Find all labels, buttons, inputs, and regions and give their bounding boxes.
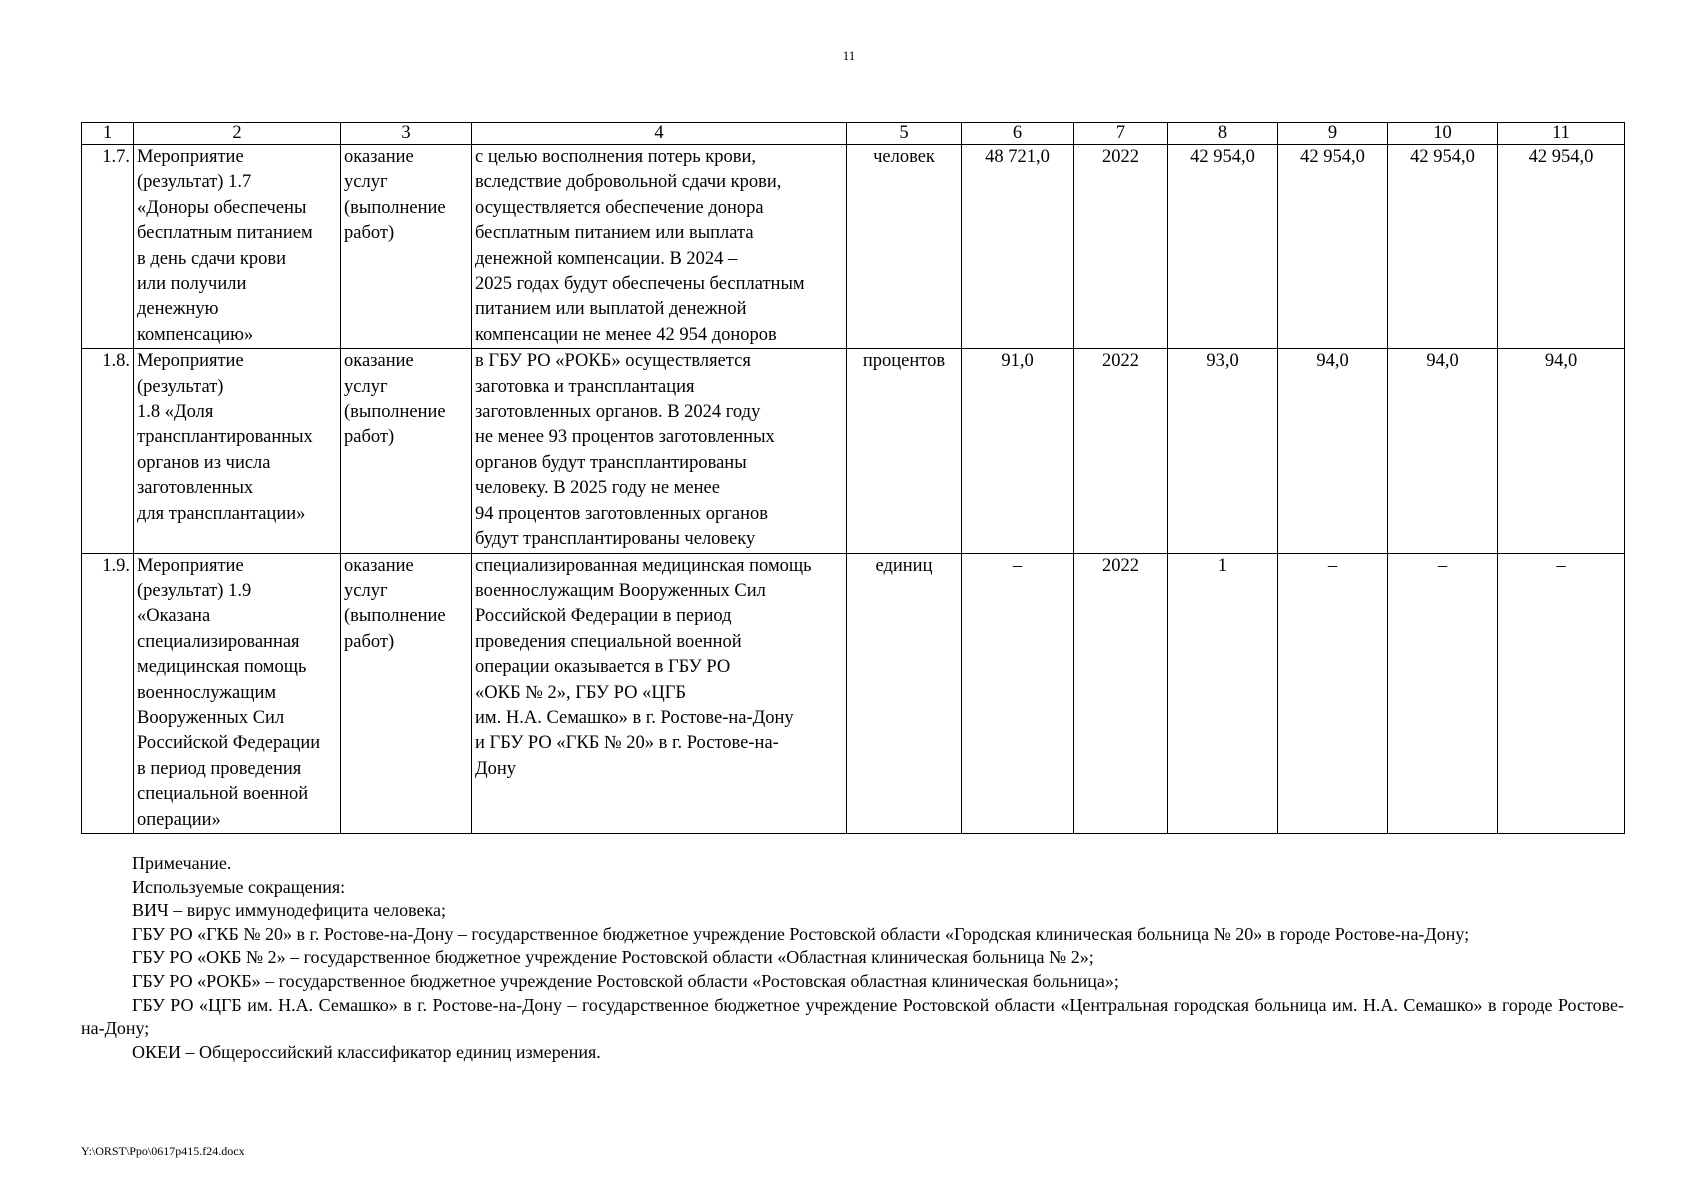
description-cell-line: осуществляется обеспечение донора [475, 197, 764, 218]
note-line: ОКЕИ – Общероссийский классификатор единиц измерения. [132, 1041, 601, 1062]
measure-name-cell-line: денежную [137, 299, 219, 320]
measure-name-cell-line: бесплатным питанием [137, 223, 313, 244]
unit-cell: человек [847, 145, 962, 349]
measure-name-cell-line: специальной военной [137, 784, 309, 805]
measure-type-cell-line: оказание [344, 147, 414, 167]
note-line: ВИЧ – вирус иммунодефицита человека; [132, 900, 446, 921]
value-2025-cell: – [1278, 553, 1388, 833]
description-cell-line: бесплатным питанием или выплата [475, 223, 754, 244]
description-cell-line: денежной компенсации. В 2024 – [475, 248, 738, 269]
note-line: ГБУ РО «ГКБ № 20» в г. Ростове-на-Дону – государственное бюджетное учреждение Ростовской области «Городская клиническая больница № 20» в городе Ростове-на-Дону; [132, 923, 1470, 944]
measure-name-cell-line: в период проведения [137, 758, 302, 779]
note-line: ГБУ РО «ОКБ № 2» – государственное бюджетное учреждение Ростовской области «Областная клиническая больница № 2»; [132, 947, 1094, 968]
measure-name-cell-line: заготовленных [137, 478, 254, 499]
description-cell-line: в ГБУ РО «РОКБ» осуществляется [475, 351, 751, 372]
measure-type-cell-line: услуг [344, 172, 388, 193]
file-path-footer: Y:\ORST\Ppo\0617p415.f24.docx [81, 1144, 245, 1158]
column-header: 6 [962, 123, 1074, 145]
notes-section [81, 852, 1624, 1064]
description-cell-line: и ГБУ РО «ГКБ № 20» в г. Ростове-на- [475, 733, 779, 754]
description-cell-line: питанием или выплатой денежной [475, 299, 747, 320]
column-header: 9 [1278, 123, 1388, 145]
description-cell-line: Российской Федерации в период [475, 606, 732, 627]
description-cell-line: специализированная медицинская помощь [475, 555, 812, 576]
measure-name-cell-line: Российской Федерации [137, 733, 321, 754]
row-number-cell: 1.7. [82, 145, 134, 349]
description-cell-line: Дону [475, 758, 517, 779]
base-year-cell: 2022 [1074, 349, 1168, 553]
measure-type-cell-line: работ) [344, 223, 395, 244]
description-cell-line: компенсации не менее 42 954 доноров [475, 324, 777, 345]
note-line: ГБУ РО «ЦГБ им. Н.А. Семашко» в г. Ростове-на-Дону – государственное бюджетное учреждение Ростовской области «Центральная городская больница им. Н.А. Семашко» в городе Ростове-на-Дону; [81, 994, 1624, 1039]
column-header: 8 [1168, 123, 1278, 145]
description-cell [472, 553, 847, 833]
base-year-cell: 2022 [1074, 553, 1168, 833]
table-row [82, 349, 1625, 553]
measure-name-cell-line: (результат) 1.9 [137, 580, 252, 601]
description-cell-line: не менее 93 процентов заготовленных [475, 427, 775, 448]
measure-name-cell-line: операции» [137, 809, 221, 830]
description-cell [472, 145, 847, 349]
measure-name-cell-line: для трансплантации» [137, 503, 306, 524]
table-body [82, 145, 1625, 834]
description-cell-line: «ОКБ № 2», ГБУ РО «ЦГБ [475, 682, 687, 703]
measure-type-cell-line: (выполнение [344, 606, 446, 627]
column-header: 7 [1074, 123, 1168, 145]
measure-name-cell-line: медицинская помощь [137, 657, 307, 678]
description-cell-line: заготовка и трансплантация [475, 376, 695, 397]
table-row [82, 553, 1625, 833]
value-2027-cell: 42 954,0 [1498, 145, 1625, 349]
value-2024-cell: 1 [1168, 553, 1278, 833]
description-cell-line: будут трансплантированы человеку [475, 529, 756, 550]
description-cell-line: 2025 годах будут обеспечены бесплатным [475, 274, 805, 295]
row-number-cell: 1.8. [82, 349, 134, 553]
row-number-cell: 1.9. [82, 553, 134, 833]
unit-cell: единиц [847, 553, 962, 833]
value-2026-cell: 42 954,0 [1388, 145, 1498, 349]
measure-type-cell-line: услуг [344, 376, 388, 397]
note-line: ГБУ РО «РОКБ» – государственное бюджетное учреждение Ростовской области «Ростовская областная клиническая больница»; [132, 970, 1119, 991]
measure-name-cell-line: (результат) 1.7 [137, 172, 252, 193]
measure-name-cell-line: Мероприятие [137, 351, 244, 372]
measure-name-cell-line: в день сдачи крови [137, 248, 286, 269]
unit-cell: процентов [847, 349, 962, 553]
note-line: Примечание. [132, 853, 232, 873]
value-2024-cell: 42 954,0 [1168, 145, 1278, 349]
value-2024-cell: 93,0 [1168, 349, 1278, 553]
measure-type-cell [341, 145, 472, 349]
measure-name-cell-line: Мероприятие [137, 555, 244, 576]
measure-name-cell-line: (результат) [137, 376, 224, 397]
measure-type-cell-line: услуг [344, 580, 388, 601]
measure-name-cell [134, 145, 341, 349]
column-header: 3 [341, 123, 472, 145]
measure-type-cell-line: (выполнение [344, 402, 446, 423]
base-value-cell: – [962, 553, 1074, 833]
description-cell-line: операции оказывается в ГБУ РО [475, 657, 731, 678]
value-2025-cell: 94,0 [1278, 349, 1388, 553]
description-cell-line: им. Н.А. Семашко» в г. Ростове-на-Дону [475, 707, 794, 728]
measure-type-cell [341, 553, 472, 833]
measure-name-cell [134, 349, 341, 553]
measure-name-cell-line: «Оказана [137, 606, 211, 627]
measure-name-cell-line: трансплантированных [137, 427, 313, 448]
column-header: 1 [82, 123, 134, 145]
measure-name-cell-line: военнослужащим [137, 682, 277, 703]
column-header: 11 [1498, 123, 1625, 145]
measure-name-cell-line: органов из числа [137, 452, 271, 473]
base-year-cell: 2022 [1074, 145, 1168, 349]
measure-name-cell-line: «Доноры обеспечены [137, 197, 307, 218]
base-value-cell: 48 721,0 [962, 145, 1074, 349]
table-header-row [82, 123, 1625, 145]
measure-name-cell [134, 553, 341, 833]
measure-name-cell-line: Мероприятие [137, 147, 244, 167]
measure-type-cell-line: (выполнение [344, 197, 446, 218]
measure-name-cell-line: 1.8 «Доля [137, 402, 214, 423]
value-2026-cell: – [1388, 553, 1498, 833]
base-value-cell: 91,0 [962, 349, 1074, 553]
column-header: 2 [134, 123, 341, 145]
description-cell-line: вследствие добровольной сдачи крови, [475, 172, 782, 193]
description-cell-line: человеку. В 2025 году не менее [475, 478, 720, 499]
description-cell-line: проведения специальной военной [475, 631, 742, 652]
description-cell-line: заготовленных органов. В 2024 году [475, 402, 761, 423]
value-2025-cell: 42 954,0 [1278, 145, 1388, 349]
description-cell-line: 94 процентов заготовленных органов [475, 503, 768, 524]
column-header: 4 [472, 123, 847, 145]
measure-type-cell-line: работ) [344, 631, 395, 652]
measure-name-cell-line: специализированная [137, 631, 300, 652]
measure-type-cell-line: оказание [344, 351, 414, 372]
description-cell-line: с целью восполнения потерь крови, [475, 147, 757, 167]
description-cell [472, 349, 847, 553]
measure-type-cell-line: работ) [344, 427, 395, 448]
measure-name-cell-line: или получили [137, 274, 247, 295]
value-2027-cell: – [1498, 553, 1625, 833]
column-header: 10 [1388, 123, 1498, 145]
measure-type-cell-line: оказание [344, 555, 414, 576]
page-number: 11 [842, 48, 856, 63]
measure-name-cell-line: Вооруженных Сил [137, 707, 285, 728]
value-2026-cell: 94,0 [1388, 349, 1498, 553]
description-cell-line: органов будут трансплантированы [475, 452, 747, 473]
measure-type-cell [341, 349, 472, 553]
measure-name-cell-line: компенсацию» [137, 324, 254, 345]
value-2027-cell: 94,0 [1498, 349, 1625, 553]
table-row [82, 145, 1625, 349]
indicators-table [81, 122, 1625, 834]
description-cell-line: военнослужащим Вооруженных Сил [475, 580, 766, 601]
note-line: Используемые сокращения: [132, 876, 346, 897]
column-header: 5 [847, 123, 962, 145]
